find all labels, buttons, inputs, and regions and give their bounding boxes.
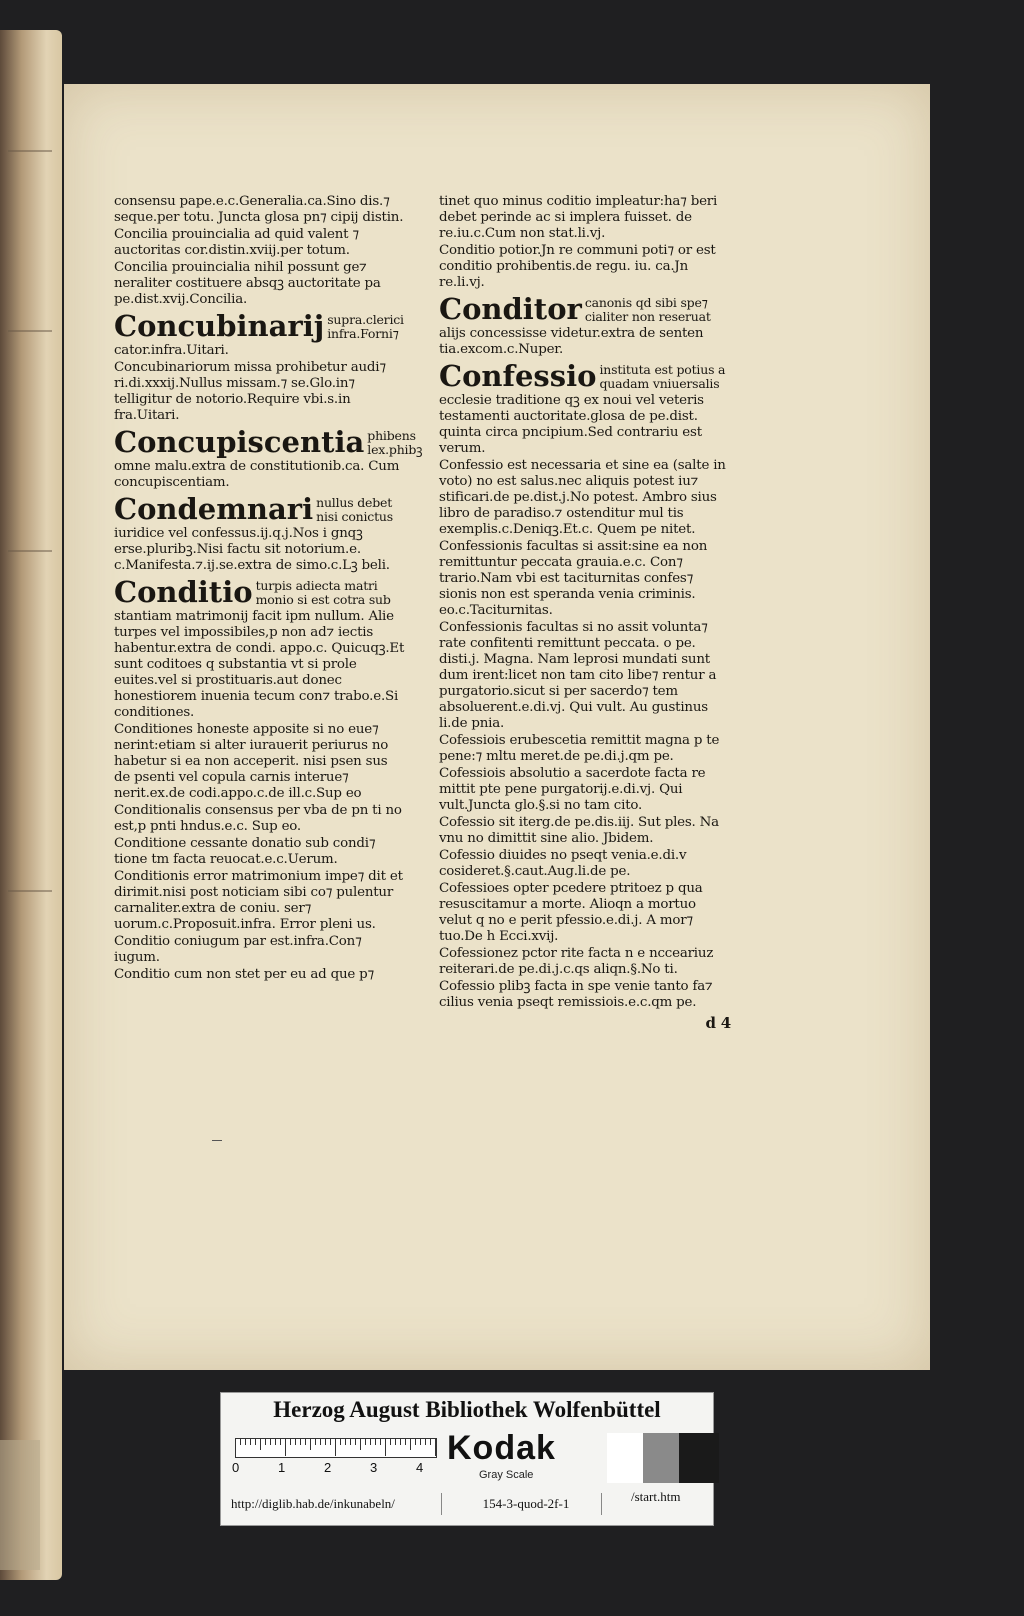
ruler-tick	[250, 1438, 251, 1445]
entry-text: Cofessio sit iterg.de pe.dis.iij. Sut ples. Na vnu no dimittit sine alio. Jbidem.	[439, 815, 719, 846]
entry-heading	[439, 361, 731, 391]
gray-swatch	[607, 1433, 647, 1483]
ruler-tick	[300, 1438, 301, 1445]
entry-text: stantiam matrimonij facit ipm nullum. Alie turpes vel impossibiles,p non ad⁊ iectis habentur.extra de condi. appo.c. Quicuqꝫ.Et sunt coditoes q substantia vt si prole euites.vel si prostituaris.aut donec honestiorem inuenia tecum con⁊ trabo.e.Si conditiones.	[114, 609, 405, 720]
heading-word: Confessio	[439, 359, 597, 393]
ruler-scale	[232, 1438, 435, 1476]
entry-text: Confessionis facultas si no assit volunta⁊ rate confitenti remittunt peccata. o pe. disti.j. Magna. Nam leprosi mundati sunt dum irent:licet non tam cito libe⁊ rentur a purgatorio.sicut si per sacerdo⁊ tem absoluerent.e.di.vj. Qui vult. Au gustinus li.de pnia.	[439, 620, 717, 731]
entry-text: omne malu.extra de constitutionib.ca. Cum concupiscentiam.	[114, 459, 400, 490]
ruler-number: 2	[324, 1460, 332, 1475]
heading-gloss: canonis qd sibi spe⁊ cialiter non reseruat	[584, 295, 711, 324]
entry-text: Conditione cessante donatio sub condi⁊ tione tm facta reuocat.e.c.Uerum.	[114, 836, 376, 867]
ruler-tick	[275, 1438, 276, 1445]
ruler-tick	[380, 1438, 381, 1445]
heading-word: Condemnari	[114, 492, 314, 526]
entry-text: Conditio potior.Jn re communi poti⁊ or est conditio prohibentis.de regu. iu. ca.Jn re.li.vj.	[439, 243, 716, 290]
heading-word: Concupiscentia	[114, 425, 365, 459]
ruler-tick	[270, 1438, 271, 1445]
ruler-tick	[260, 1438, 261, 1450]
institution-name: Herzog August Bibliothek Wolfenbüttel	[273, 1397, 661, 1422]
start-link: /start.htm	[631, 1489, 681, 1504]
ruler-tick	[245, 1438, 246, 1445]
entry-heading	[114, 577, 406, 607]
entry-text: Cofessiois erubescetia remittit magna p te pene:⁊ mltu meret.de pe.di.j.qm pe.	[439, 733, 720, 764]
gray-scale-label: Gray Scale	[479, 1469, 534, 1481]
dash-mark	[212, 1140, 222, 1141]
ruler-tick	[235, 1438, 236, 1456]
entry-text: Confessio est necessaria et sine ea (salte in voto) no est salus.nec aliquis potest iu⁊ stificari.de pe.dist.j.No potest. Ambro sius libro de paradiso.⁊ ostenditur mul tis exemplis.c.Deniqꝫ.Et.c. Quem pe nitet.	[439, 458, 726, 537]
entry-text: Cofessioes opter pcedere ptritoez p qua resuscitamur a morte. Alioqn a mortuo velut q no e perit pfessio.e.di.j. A mor⁊ tuo.De h Ecci.xvij.	[439, 881, 703, 944]
heading-word: Concubinarij	[114, 309, 325, 343]
entry-heading	[114, 494, 406, 524]
ruler-tick	[335, 1438, 336, 1456]
ruler-number: 0	[232, 1460, 240, 1475]
kodak-brand: Kodak	[447, 1429, 556, 1467]
ruler-tick	[370, 1438, 371, 1445]
entry-text: Concilia prouincialia nihil possunt ge⁊ neraliter costituere absqꝫ auctoritate pa pe.dist.xvij.Concilia.	[114, 260, 381, 307]
entry-text: cator.infra.Uitari.	[114, 343, 229, 358]
archive-label	[220, 1392, 714, 1526]
entry-heading	[114, 425, 423, 459]
ruler-number: 1	[278, 1460, 286, 1475]
heading-gloss: supra.clerici infra.Forni⁊	[327, 312, 404, 341]
entry-text: Concubinariorum missa prohibetur audi⁊ ri.di.xxxij.Nullus missam.⁊ se.Glo.in⁊ telligitur de notorio.Require vbi.s.in fra.Uitari.	[114, 360, 386, 423]
ruler-tick	[385, 1438, 386, 1456]
ruler-tick	[325, 1438, 326, 1445]
ruler-tick	[365, 1438, 366, 1445]
incunable-page	[64, 84, 930, 1370]
ruler-tick	[360, 1438, 361, 1450]
entry-text: ecclesie traditione qꝫ ex noui vel veteris testamenti auctoritate.glosa de pe.dist. quinta circa pncipium.Sed contrariu est verum.	[439, 393, 704, 456]
entry-text: consensu pape.e.c.Generalia.ca.Sino dis.⁊ seque.per totu. Juncta glosa pn⁊ cipij distin.	[114, 194, 404, 225]
ruler-tick	[320, 1438, 321, 1445]
entry-heading	[114, 311, 406, 341]
heading-gloss: phibens lex.phibꝫ	[367, 428, 423, 457]
entry-text: Cofessionez pctor rite facta n e ncceariuz reiterari.de pe.di.j.c.qs aliqn.§.No ti.	[439, 946, 714, 977]
heading-gloss: instituta est potius a quadam vniuersalis	[599, 362, 726, 391]
heading-word: Conditio	[114, 575, 253, 609]
entry-heading	[439, 294, 731, 324]
left-text-column	[114, 194, 423, 984]
ruler-tick	[240, 1438, 241, 1445]
entry-text: Cofessio plibꝫ facta in spe venie tanto fa⁊ cilius venia pseqt remissiois.e.c.qm pe.	[439, 979, 713, 1010]
entry-text: tinet quo minus coditio impleatur:ha⁊ beri debet perinde ac si implera fuisset. de re.iu.c.Cum non stat.li.vj.	[439, 194, 718, 241]
ruler-tick	[405, 1438, 406, 1445]
page-edge-mark	[8, 150, 52, 152]
ruler-tick	[400, 1438, 401, 1445]
ruler-tick	[410, 1438, 411, 1450]
ruler-tick	[340, 1438, 341, 1445]
book-corner	[0, 1440, 40, 1570]
ruler-number: 3	[370, 1460, 378, 1475]
ruler-tick	[350, 1438, 351, 1445]
ruler-tick	[305, 1438, 306, 1445]
ruler-tick	[425, 1438, 426, 1445]
gray-swatch	[643, 1433, 683, 1483]
ruler-tick	[375, 1438, 376, 1445]
ruler-tick	[285, 1438, 286, 1456]
page-edge-mark	[8, 890, 52, 892]
entry-text: iuridice vel confessus.ij.q.j.Nos i gnqꝫ erse.pluribꝫ.Nisi factu sit notorium.e. c.Manifesta.⁊.ij.se.extra de simo.c.Lꝫ beli.	[114, 526, 390, 573]
ruler-tick	[310, 1438, 311, 1450]
ruler-tick	[255, 1438, 256, 1445]
ruler-tick	[295, 1438, 296, 1445]
ruler-tick	[390, 1438, 391, 1445]
library-url: http://diglib.hab.de/inkunabeln/	[231, 1493, 442, 1515]
heading-word: Conditor	[439, 292, 582, 326]
ruler-tick	[435, 1438, 436, 1456]
ruler-tick	[330, 1438, 331, 1445]
ruler-tick	[280, 1438, 281, 1445]
shelfmark-code: 154-3-quod-2f-1	[451, 1493, 602, 1515]
entry-text: Conditionalis consensus per vba de pn ti no est,p pnti hndus.e.c. Sup eo.	[114, 803, 402, 834]
ruler-tick	[290, 1438, 291, 1445]
ruler-number: 4	[416, 1460, 424, 1475]
entry-text: Cofessio diuides no pseqt venia.e.di.v cosideret.§.caut.Aug.li.de pe.	[439, 848, 687, 879]
ruler-tick	[420, 1438, 421, 1445]
page-edge-mark	[8, 550, 52, 552]
entry-text: Concilia prouincialia ad quid valent ⁊ auctoritas cor.distin.xviij.per totum.	[114, 227, 359, 258]
book-left-edge	[0, 30, 62, 1580]
gray-swatch	[679, 1433, 719, 1483]
ruler-tick	[265, 1438, 266, 1445]
entry-text: alijs concessisse videtur.extra de senten tia.excom.c.Nuper.	[439, 326, 704, 357]
signature-mark: d 4	[705, 1014, 731, 1032]
ruler-tick	[345, 1438, 346, 1445]
ruler-tick	[315, 1438, 316, 1445]
entry-text: Conditiones honeste apposite si no eue⁊ nerint:etiam si alter iurauerit periurus no habetur si ea non acceperit. nisi psen sus de psenti vel copula carnis interue⁊ nerit.ex.de codi.appo.c.de ill.c.Sup eo	[114, 722, 389, 801]
heading-gloss: nullus debet nisi conictus	[316, 495, 393, 524]
ruler-tick	[355, 1438, 356, 1445]
page-edge-mark	[8, 330, 52, 332]
entry-text: Conditio coniugum par est.infra.Con⁊ iugum.	[114, 934, 362, 965]
heading-gloss: turpis adiecta matri monio si est cotra sub	[255, 578, 391, 607]
entry-text: Cofessiois absolutio a sacerdote facta re mittit pte pene purgatorij.e.di.vj. Qui vult.Juncta glo.§.si no tam cito.	[439, 766, 706, 813]
entry-text: Confessionis facultas si assit:sine ea non remittuntur peccata grauia.e.c. Con⁊ trario.Nam vbi est taciturnitas confes⁊ sionis non est speranda venia criminis. eo.c.Taciturnitas.	[439, 539, 708, 618]
entry-text: Conditio cum non stet per eu ad que p⁊	[114, 967, 375, 982]
right-text-column	[439, 194, 731, 1031]
ruler-tick	[395, 1438, 396, 1445]
ruler-tick	[430, 1438, 431, 1445]
ruler-tick	[415, 1438, 416, 1445]
entry-text: Conditionis error matrimonium impe⁊ dit et dirimit.nisi post noticiam sibi co⁊ pulentur carnaliter.extra de coniu. ser⁊ uorum.c.Proposuit.infra. Error pleni us.	[114, 869, 403, 932]
